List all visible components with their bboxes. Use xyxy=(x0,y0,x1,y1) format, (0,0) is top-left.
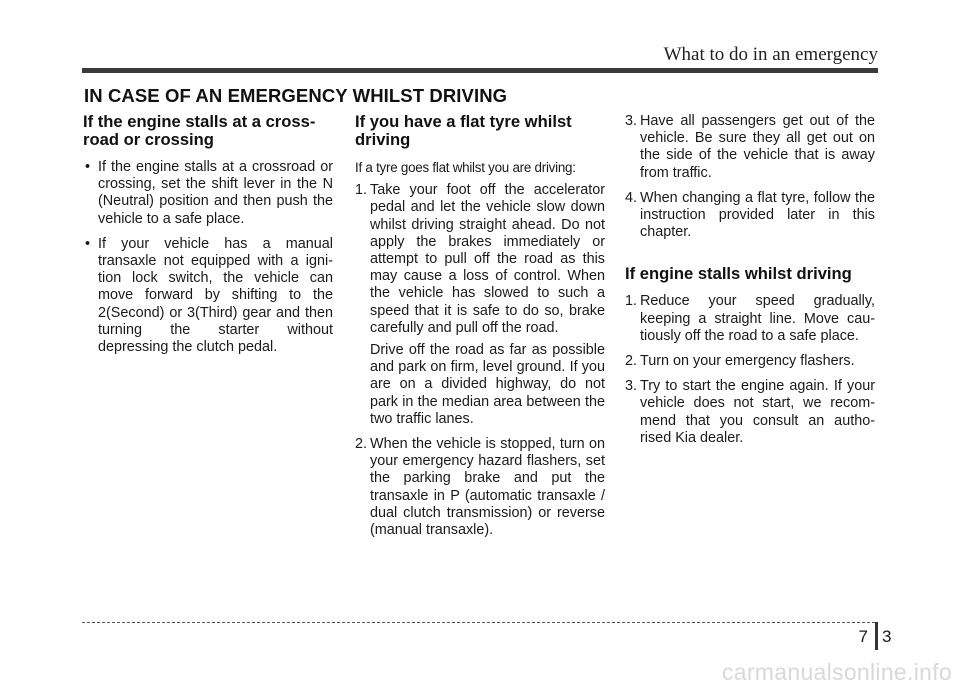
column-left xyxy=(83,113,333,364)
chapter-header: What to do in an emergency xyxy=(663,44,878,65)
step-item xyxy=(625,293,875,345)
step-number: 4. xyxy=(625,189,638,206)
crossroad-bullet-list xyxy=(83,159,333,356)
step-text: Reduce your speed gradually, keeping a straight line. Move cau-tiously off the road to a safe place. xyxy=(640,293,875,344)
step-item xyxy=(625,378,875,447)
step-item xyxy=(625,353,875,370)
step-text: Turn on your emergency flashers. xyxy=(640,353,855,370)
heading-flat-tyre: If you have a flat tyre whilst driving xyxy=(355,112,572,149)
bullet-dot: • xyxy=(85,235,91,252)
footer-divider xyxy=(875,622,878,650)
step-text: When changing a flat tyre, follow the instruction provided later in this chapter. xyxy=(640,189,875,241)
bullet-dot: • xyxy=(85,159,91,175)
engine-stall-steps xyxy=(625,293,875,447)
step-text: Take your foot off the accelerator pedal and let the vehicle slow down whilst driving straight ahead. Do not apply the brakes immediately or attempt to pull off the road as this may cause a loss of control. When the vehicle has slowed to such a speed that it is safe to do so, brake carefully and pull off the road. xyxy=(370,182,605,336)
step-number: 2. xyxy=(625,353,638,370)
header-rule xyxy=(82,68,878,73)
step-number: 1. xyxy=(625,293,638,310)
flat-tyre-steps-continued xyxy=(625,113,875,241)
page-number: 3 xyxy=(882,627,892,646)
step-number: 2. xyxy=(355,436,368,453)
step-text: Have all passengers get out of the vehicle. Be sure they all get out on the side of the vehicle that is away from traffic. xyxy=(640,113,875,181)
footer-rule xyxy=(82,622,875,623)
step-item xyxy=(355,182,605,428)
step-item xyxy=(625,113,875,182)
bullet-text: If the engine stalls at a crossroad or crossing, set the shift lever in the N (Neutral) position and then push the vehicle to a safe place. xyxy=(98,159,333,227)
column-right xyxy=(625,113,875,455)
column-middle xyxy=(355,113,605,547)
step-number: 3. xyxy=(625,378,638,395)
watermark: carmanualsonline.info xyxy=(721,659,952,685)
chapter-number: 7 xyxy=(858,627,868,646)
step-number: 1. xyxy=(355,182,368,199)
heading-engine-stall: If engine stalls whilst driving xyxy=(625,264,852,284)
bullet-item xyxy=(83,236,333,356)
flat-tyre-steps xyxy=(355,182,605,539)
step-item xyxy=(625,190,875,242)
heading-crossroad-stall: If the engine stalls at a cross-road or crossing xyxy=(83,112,316,149)
step-extra-text: Drive off the road as far as possible and park on firm, level ground. If you are on a divided highway, do not park in the median area between the two traffic lanes. xyxy=(370,342,605,427)
section-title: IN CASE OF AN EMERGENCY WHILST DRIVING xyxy=(84,85,508,106)
flat-tyre-intro: If a tyre goes flat whilst you are driving: xyxy=(355,160,576,175)
step-text: Try to start the engine again. If your vehicle does not start, we recom-mend that you consult an autho-rised Kia dealer. xyxy=(640,378,875,446)
step-text: When the vehicle is stopped, turn on your emergency hazard flashers, set the parking brake and put the transaxle in P (automatic transaxle / dual clutch transmission) or reverse (manual transaxle). xyxy=(370,436,605,539)
bullet-item xyxy=(83,159,333,228)
step-item xyxy=(355,436,605,539)
bullet-text: If your vehicle has a manual transaxle not equipped with a igni-tion lock switch, the vehicle can move forward by shifting to the 2(Second) or 3(Third) gear and then turning the starter without depressing the clutch pedal. xyxy=(98,235,333,356)
step-number: 3. xyxy=(625,113,638,129)
